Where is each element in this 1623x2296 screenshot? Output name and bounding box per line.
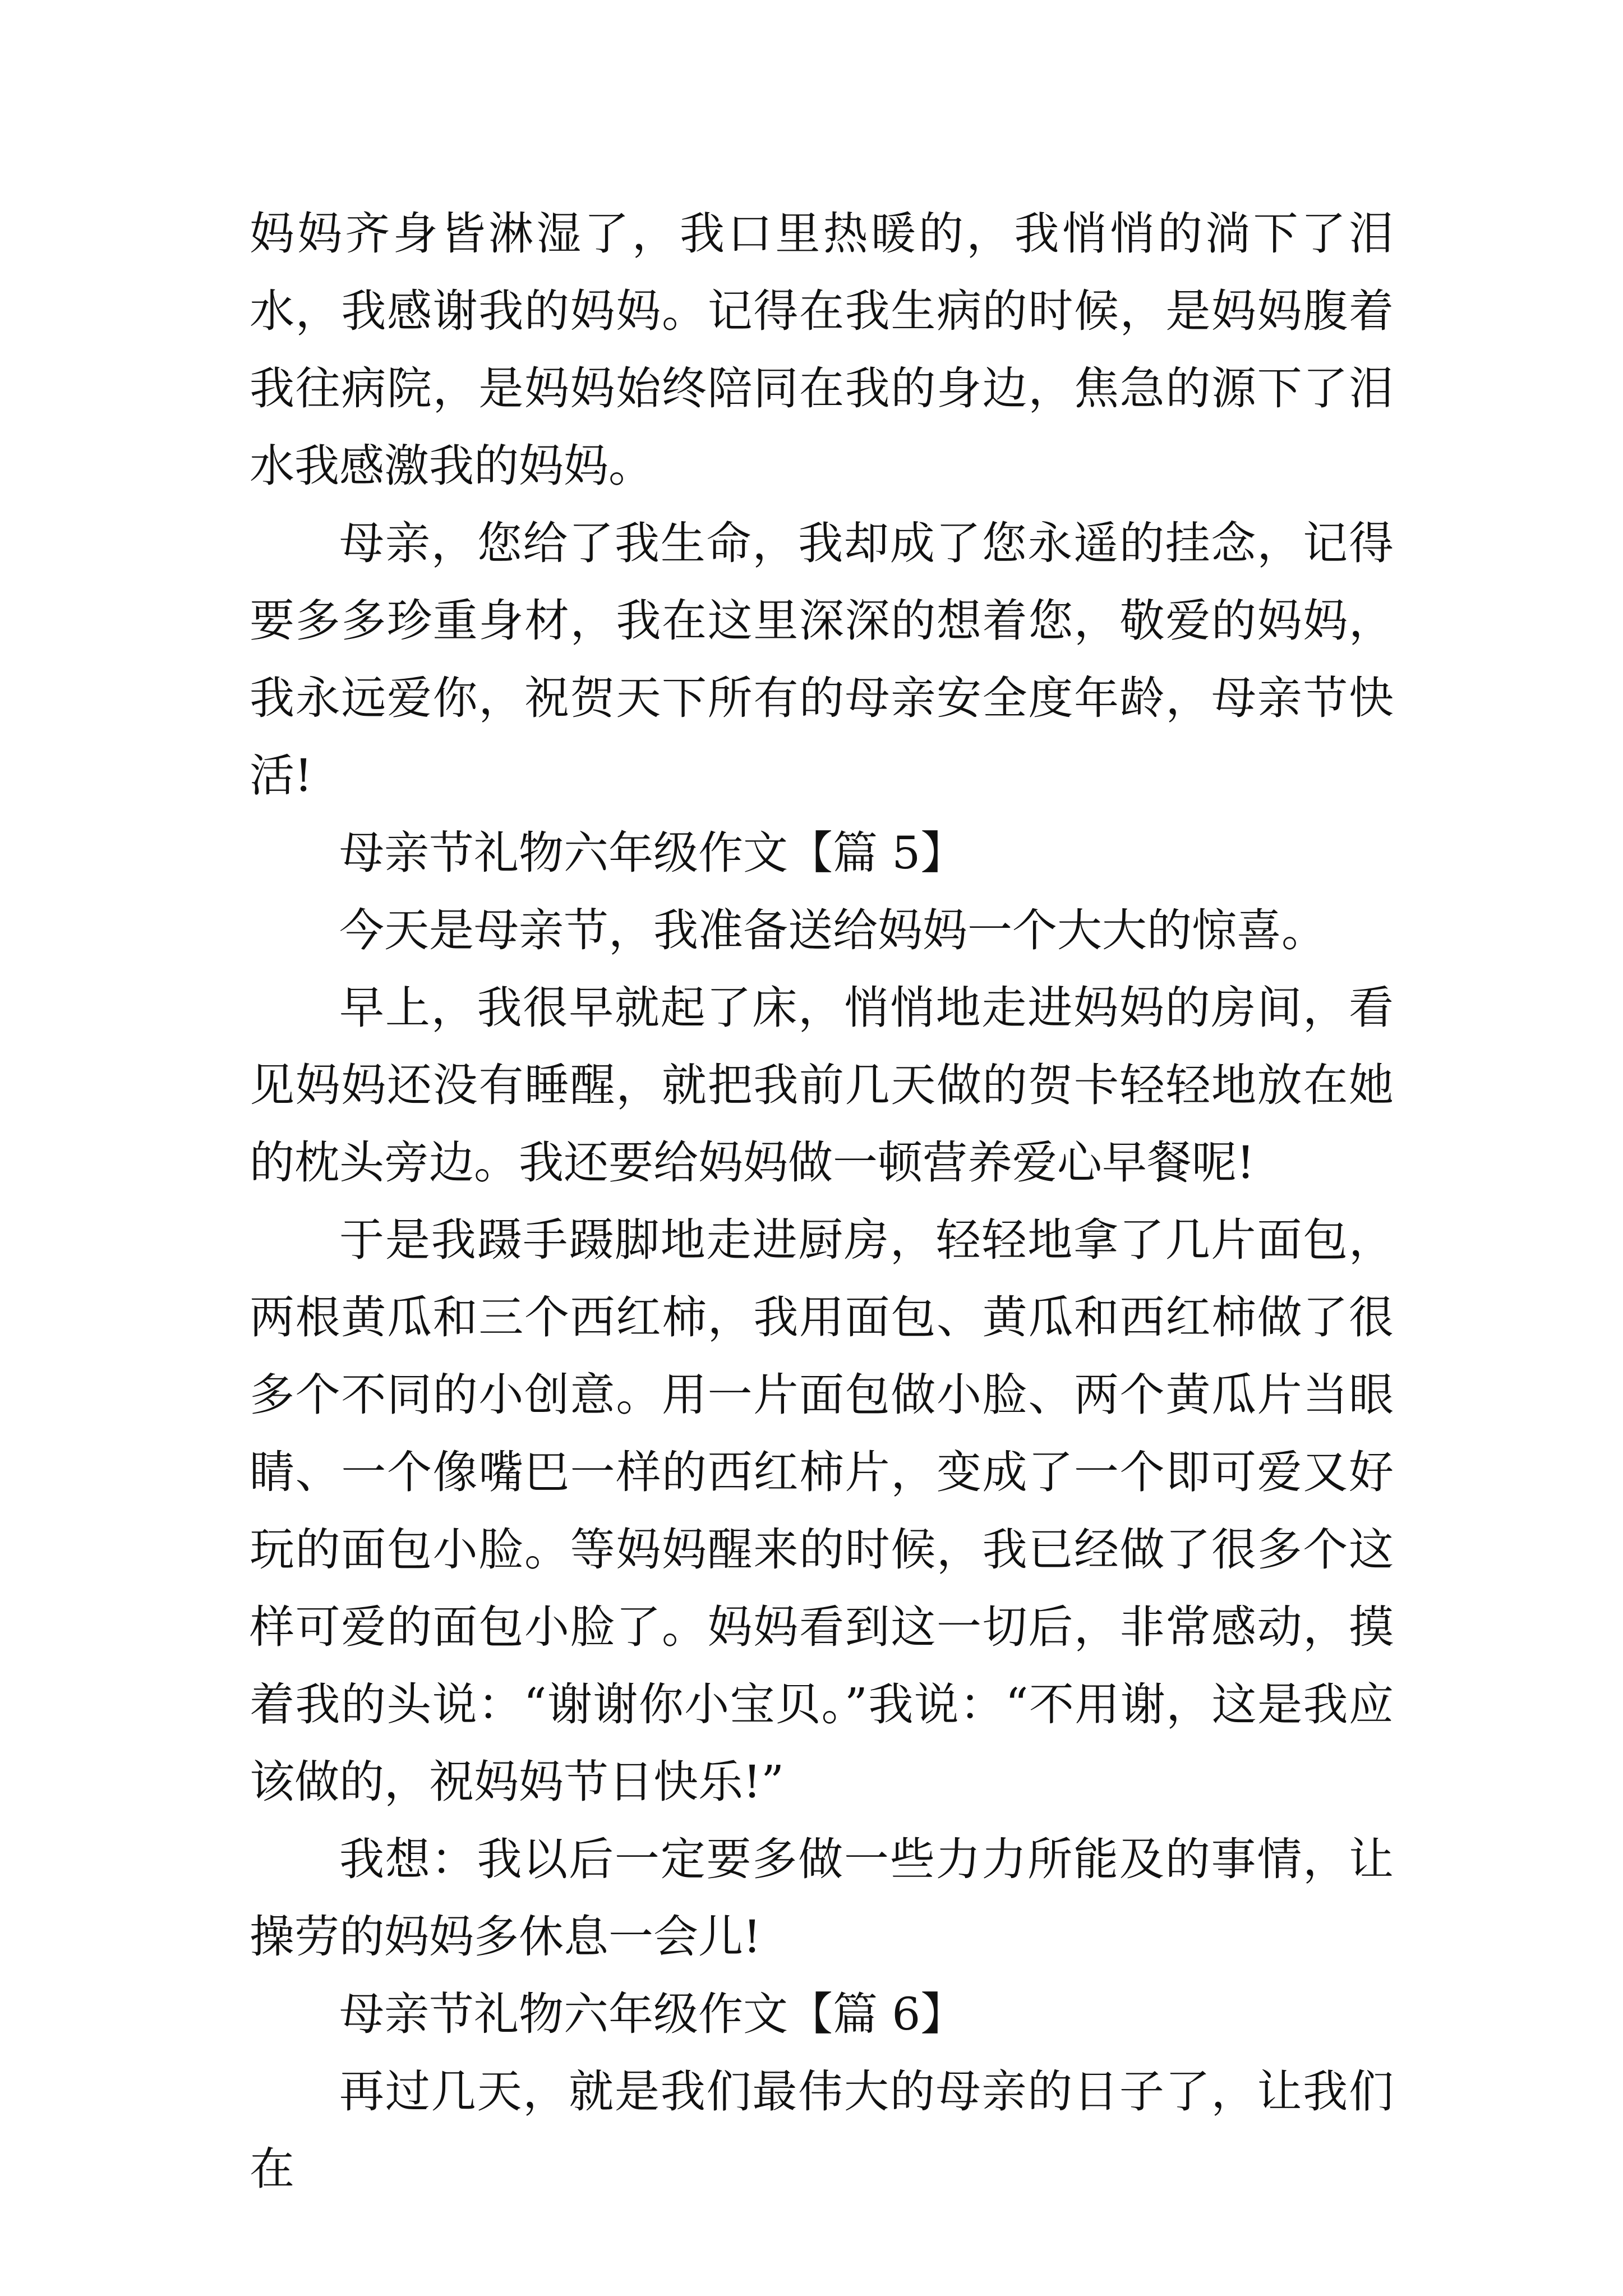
paragraph-breakfast: 于是我蹑手蹑脚地走进厨房，轻轻地拿了几片面包，两根黄瓜和三个西红柿，我用面包、黄瓜和西红柿做了很多个不同的小创意。用一片面包做小脸、两个黄瓜片当眼睛、一个像嘴巴一样的西红柿片，变成了一个即可爱又好玩的面包小脸。等妈妈醒来的时候，我已经做了很多个这样可爱的面包小脸了。妈妈看到这一切后，非常感动，摸着我的头说：“谢谢你小宝贝。”我说：“不用谢，这是我应该做的，祝妈妈节日快乐!” bbox=[250, 1214, 1394, 1808]
paragraph-morning: 早上，我很早就起了床，悄悄地走进妈妈的房间，看见妈妈还没有睡醒，就把我前几天做的贺卡轻轻地放在她的枕头旁边。我还要给妈妈做一顿营养爱心早餐呢! bbox=[250, 982, 1394, 1189]
paragraph-continuation: 妈妈齐身皆淋湿了，我口里热暖的，我悄悄的淌下了泪水，我感谢我的妈妈。记得在我生病的时候，是妈妈腹着我往病院，是妈妈始终陪同在我的身边，焦急的源下了泪水我感激我的妈妈。 bbox=[250, 208, 1394, 492]
section-heading-5: 母亲节礼物六年级作文【篇 5】 bbox=[339, 827, 966, 879]
section-heading-6: 母亲节礼物六年级作文【篇 6】 bbox=[339, 1988, 966, 2040]
paragraph-closing-wishes: 母亲，您给了我生命，我却成了您永遥的挂念，记得要多多珍重身材，我在这里深深的想着您，敬爱的妈妈，我永远爱你，祝贺天下所有的母亲安全度年龄，母亲节快活! bbox=[250, 517, 1394, 802]
paragraph-intro: 今天是母亲节，我准备送给妈妈一个大大的惊喜。 bbox=[339, 904, 1326, 956]
paragraph-reflection: 我想：我以后一定要多做一些力力所能及的事情，让操劳的妈妈多休息一会儿! bbox=[250, 1833, 1394, 1963]
paragraph-start-6: 再过几天，就是我们最伟大的母亲的日子了，让我们在 bbox=[250, 2065, 1394, 2195]
article-body bbox=[250, 195, 1394, 2208]
